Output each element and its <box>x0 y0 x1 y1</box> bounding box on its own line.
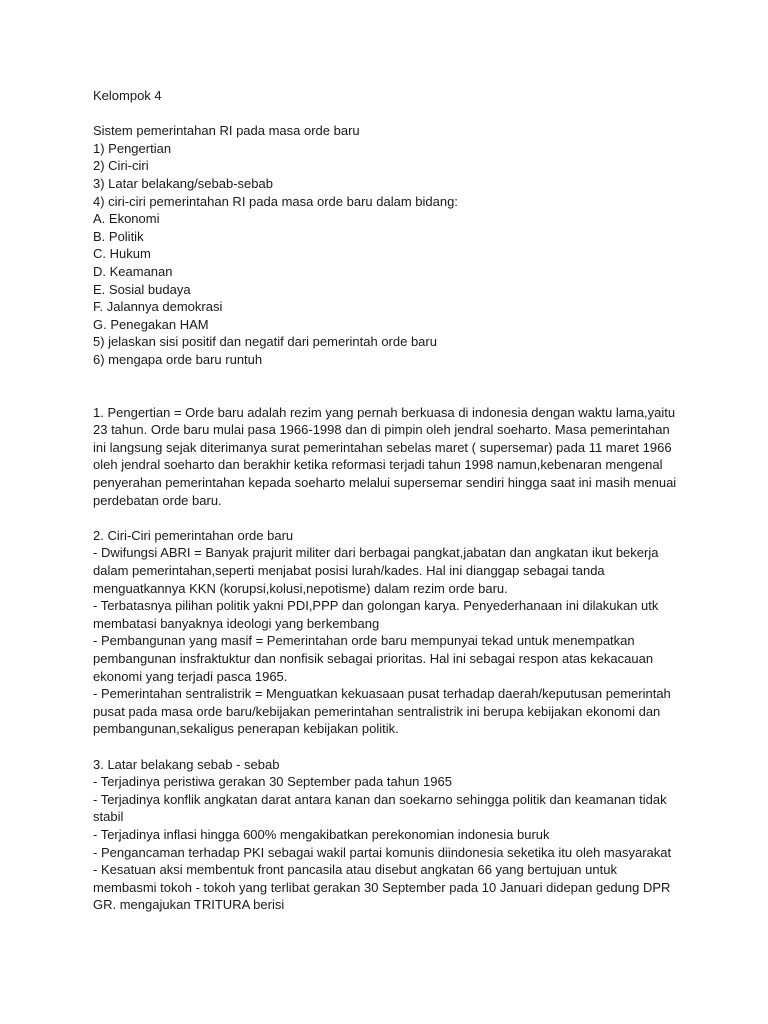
outline-subitem: B. Politik <box>93 228 144 244</box>
spacer <box>93 738 679 756</box>
section-1-paragraph: 1. Pengertian = Orde baru adalah rezim yang pernah berkuasa di indonesia dengan waktu lama,yaitu 23 tahun. Orde baru mulai pasa 1966-1998 dan di pimpin oleh jendral soeharto. Masa pemerintahan ini langsung sejak diterimanya surat pemerintahan sebelas maret ( supersemar) pada 11 maret 1966 oleh jendral soeharto dan berakhir ketika reformasi terjadi tahun 1998 namun,kebenaran mengenal penyerahan pemerintahan kepada soeharto melalui supersemar sendiri hingga saat ini masih menuai perdebatan orde baru. <box>93 404 677 508</box>
group-title: Kelompok 4 <box>93 88 162 103</box>
outline-title: Sistem pemerintahan RI pada masa orde baru <box>93 123 360 139</box>
section-3-point: - Kesatuan aksi membentuk front pancasila atau disebut angkatan 66 yang bertujuan untuk membasmi tokoh - tokoh yang terlibat gerakan 30 September pada 10 Januari didepan gedung DPR GR. mengajukan TRITURA berisi <box>93 862 671 913</box>
outline-item: 1) Pengertian <box>93 140 172 156</box>
document-body <box>93 87 679 914</box>
section-2-point: - Pembangunan yang masif = Pemerintahan orde baru mempunyai tekad untuk menempatkan pembangunan insfraktuktur dan nonfisik sebagai prioritas. Hal ini sebagai respon atas kekacauan ekonomi yang terjadi pasca 1965. <box>93 633 654 684</box>
section-2-point: - Terbatasnya pilihan politik yakni PDI,PPP dan golongan karya. Penyederhanaan ini dilakukan utk membatasi banyaknya ideologi yang berkembang <box>93 598 659 631</box>
section-3-point: - Pengancaman terhadap PKI sebagai wakil partai komunis diindonesia seketika itu oleh masyarakat <box>93 844 672 860</box>
spacer <box>93 105 679 123</box>
section-3-point: - Terjadinya konflik angkatan darat antara kanan dan soekarno sehingga politik dan keamanan tidak stabil <box>93 791 667 825</box>
outline-item: 3) Latar belakang/sebab-sebab <box>93 175 273 191</box>
spacer <box>93 369 679 404</box>
section-2-heading: 2. Ciri-Ciri pemerintahan orde baru <box>93 527 294 543</box>
section-3-heading: 3. Latar belakang sebab - sebab <box>93 756 280 772</box>
outline-item: 5) jelaskan sisi positif dan negatif dari pemerintah orde baru <box>93 334 437 350</box>
outline-subitem: G. Penegakan HAM <box>93 316 209 332</box>
outline-subitem: E. Sosial budaya <box>93 281 191 297</box>
section-2-point: - Dwifungsi ABRI = Banyak prajurit militer dari berbagai pangkat,jabatan dan angkatan ikut bekerja dalam pemerintahan,seperti menjabat posisi lurah/kades. Hal ini dianggap sebagai tanda menguatkannya KKN (korupsi,kolusi,nepotisme) dalam rezim orde baru. <box>93 545 659 596</box>
section-3-point: - Terjadinya peristiwa gerakan 30 September pada tahun 1965 <box>93 774 452 790</box>
section-3-point: - Terjadinya inflasi hingga 600% mengakibatkan perekonomian indonesia buruk <box>93 826 550 842</box>
outline-item: 2) Ciri-ciri <box>93 158 149 174</box>
section-2-point: - Pemerintahan sentralistrik = Menguatkan kekuasaan pusat terhadap daerah/keputusan pemerintah pusat pada masa orde baru/kebijakan pemerintahan sentralistrik ini berupa kebijakan ekonomi dan pembangunan,sekaligus penerapan kebijakan politik. <box>93 686 671 737</box>
spacer <box>93 509 679 527</box>
outline-item: 6) mengapa orde baru runtuh <box>93 351 263 367</box>
outline-item: 4) ciri-ciri pemerintahan RI pada masa orde baru dalam bidang: <box>93 193 458 209</box>
outline-subitem: A. Ekonomi <box>93 211 160 227</box>
outline-subitem: C. Hukum <box>93 246 151 262</box>
outline-subitem: D. Keamanan <box>93 263 173 279</box>
outline-subitem: F. Jalannya demokrasi <box>93 299 223 315</box>
